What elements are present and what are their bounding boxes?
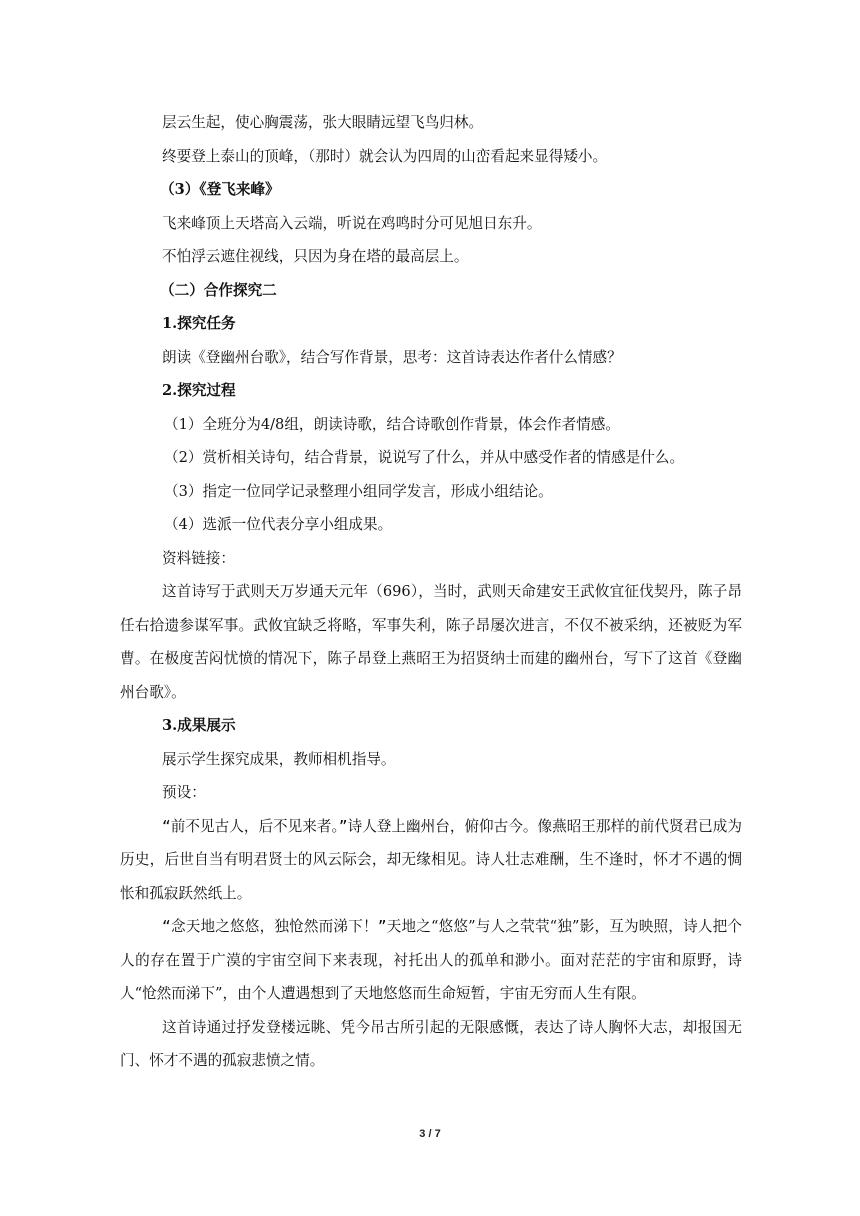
heading-task: 1.探究任务 bbox=[162, 315, 236, 332]
paragraph-result: 展示学生探究成果，教师相机指导。 bbox=[162, 750, 396, 768]
heading-poem-3: （3）《登飞来峰》 bbox=[160, 181, 280, 198]
analysis-line-2 bbox=[120, 910, 742, 1011]
poem-quote-2: “念天地之悠悠，独怆然而涕下！” bbox=[162, 918, 387, 935]
heading-process: 2.探究过程 bbox=[162, 382, 236, 399]
analysis-text-2b: ”，由个人遭遇想到了天地悠悠而生命短暂，宇宙无穷而人生有限。 bbox=[215, 985, 646, 1002]
analysis-text-1: 诗人登上幽州台，俯仰古今。像燕昭王那样的前代贤君已成为历史，后世自当有明君贤士的风云际会，却无缘相见。诗人壮志难酬，生不逢时，怀才不遇的惆怅和孤寂跃然纸上。 bbox=[120, 817, 742, 902]
paragraph-translation-3: 飞来峰顶上天塔高入云端，听说在鸡鸣时分可见旭日东升。 bbox=[162, 214, 542, 232]
process-step-3: （3）指定一位同学记录整理小组同学发言，形成小组结论。 bbox=[164, 482, 553, 500]
paragraph-translation-4: 不怕浮云遮住视线，只因为身在塔的最高层上。 bbox=[162, 248, 469, 265]
process-step-1: （1）全班分为4/8组，朗读诗歌，结合诗歌创作背景，体会作者情感。 bbox=[164, 415, 620, 433]
summary-paragraph: 这首诗通过抒发登楼远眺、凭今吊古所引起的无限感慨，表达了诗人胸怀大志，却报国无门、怀才不遇的孤寂悲愤之情。 bbox=[120, 1018, 742, 1069]
paragraph-translation-1: 层云生起，使心胸震荡，张大眼睛远望飞鸟归林。 bbox=[162, 114, 484, 131]
paragraph-task: 朗读《登幽州台歌》，结合写作背景，思考：这首诗表达作者什么情感？ bbox=[162, 348, 622, 366]
heading-result: 3.成果展示 bbox=[162, 717, 236, 734]
heading-section-2: （二）合作探究二 bbox=[160, 281, 277, 299]
reference-label: 资料链接： bbox=[162, 549, 235, 567]
process-step-2: （2）赏析相关诗句，结合背景，说说写了什么，并从中感受作者的情感是什么。 bbox=[164, 449, 685, 466]
preset-label: 预设： bbox=[162, 784, 206, 801]
poem-quote-1: “前不见古人，后不见来者。” bbox=[162, 817, 348, 835]
page-number: 3 / 7 bbox=[419, 1128, 441, 1140]
page-content bbox=[120, 106, 742, 1078]
process-step-4: （4）选派一位代表分享小组成果。 bbox=[164, 516, 393, 533]
paragraph-translation-2: 终要登上泰山的顶峰，（那时）就会认为四周的山峦看起来显得矮小。 bbox=[162, 147, 608, 165]
analysis-text-2a: 天地之“悠悠”与人之茕茕“独”影，互为映照，诗人把个人的存在置于广漠的宇宙空间下来表现，衬托出人的孤单和渺小。面对茫茫的宇宙和原野，诗人“ bbox=[120, 918, 742, 1002]
poem-quote-3: 怆然而涕下 bbox=[142, 985, 216, 1002]
reference-text: 这首诗写于武则天万岁通天元年（696），当时，武则天命建安王武攸宜征伐契丹，陈子昂任右拾遗参谋军事。武攸宜缺乏将略，军事失利，陈子昂屡次进言，不仅不被采纳，还被贬为军曹。在极度苦闷忧愤的情况下，陈子昂登上燕昭王为招贤纳士而建的幽州台，写下了这首《登幽州台歌》。 bbox=[120, 583, 742, 701]
analysis-line-1 bbox=[120, 810, 742, 911]
